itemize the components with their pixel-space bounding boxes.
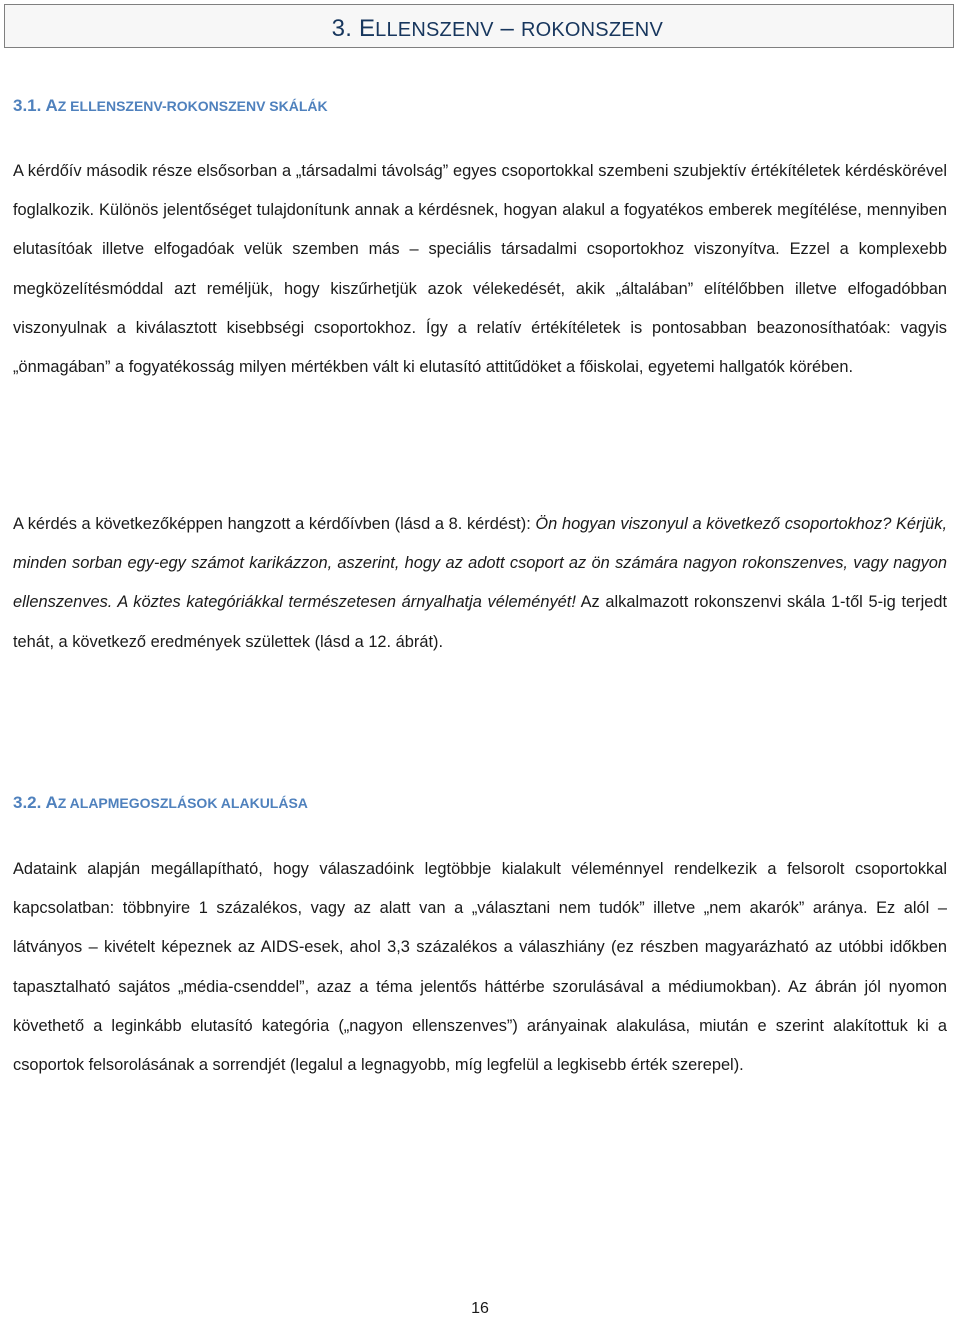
question-quote: Ön hogyan viszonyul a következő csoportokhoz? Kérjük, minden sorban egy-egy számot karikázzon, aszerint, hogy az adott csoport az ön számára nagyon rokonszenves, vagy nagyon ellenszenves. A köztes kategóriákkal természetesen árnyalhatja véleményét! (13, 515, 948, 612)
chapter-number: 3. (331, 15, 359, 42)
chapter-title (332, 15, 663, 43)
section-title-rest: Z ALAPMEGOSZLÁSOK ALAKULÁSA (57, 795, 308, 811)
chapter-title-part1: LLENSZENV (375, 19, 494, 41)
section-initial: A (45, 793, 58, 812)
section-heading-3-1 (13, 96, 328, 116)
section-initial: A (45, 96, 58, 115)
question-tail: Az alkalmazott rokonszenvi skála 1-től 5-ig terjedt tehát, a következő eredmények születtek (lásd a 12. ábrát). (13, 593, 947, 651)
paragraph-question (13, 505, 947, 662)
chapter-title-box (4, 4, 954, 48)
chapter-title-part2: ROKONSZENV (520, 19, 663, 41)
section-number: 3.1. (13, 96, 46, 115)
page-number: 16 (471, 1300, 489, 1317)
paragraph-intro: A kérdőív második része elsősorban a „társadalmi távolság” egyes csoportokkal szembeni szubjektív értékítéletek kérdéskörével foglalkozik. Különös jelentőséget tulajdonítunk annak a kérdésnek, hogyan alakul a fogyatékos emberek megítélése, mennyiben elutasítóak illetve elfogadóak velük szemben más – speciális társadalmi csoportokhoz viszonyítva. Ezzel a komplexebb megközelítésmóddal azt reméljük, hogy kiszűrhetjük azok vélekedését, akik „általában” elítélőbben illetve elfogadóbban viszonyulnak a kiválasztott kisebbségi csoportokhoz. Így a relatív értékítéletek is pontosabban beazonosíthatóak: vagyis „önmagában” a fogyatékosság milyen mértékben vált ki elutasító attitűdöket a főiskolai, egyetemi hallgatók körében. (13, 162, 947, 377)
chapter-title-dash: – (493, 15, 521, 42)
chapter-title-initial: E (358, 15, 376, 42)
section-number: 3.2. (13, 793, 46, 812)
question-lead: A kérdés a következőképpen hangzott a kérdőívben (lásd a 8. kérdést): (13, 515, 536, 533)
section-heading-3-2 (13, 793, 308, 813)
paragraph-distribution: Adataink alapján megállapítható, hogy válaszadóink legtöbbje kialakult véleménnyel rendelkezik a felsorolt csoportokkal kapcsolatban: többnyire 1 százalékos, vagy az alatt van a „választani nem tudók” illetve „nem akarók” aránya. Ez alól – látványos – kivételt képeznek az AIDS-esek, ahol 3,3 százalékos a válaszhiány (ez részben magyarázható az utóbbi időkben tapasztalható sajátos „média-csenddel”, azaz a téma jelentős háttérbe szorulásával a médiumokban). Az ábrán jól nyomon követhető a leginkább elutasító kategória („nagyon ellenszenves”) arányainak alakulása, miután e szerint alakítottuk ki a csoportok felsorolásának a sorrendjét (legalul a legnagyobb, míg legfelül a legkisebb érték szerepel). (13, 860, 947, 1075)
section-title-rest: Z ELLENSZENV-ROKONSZENV SKÁLÁK (57, 98, 328, 114)
